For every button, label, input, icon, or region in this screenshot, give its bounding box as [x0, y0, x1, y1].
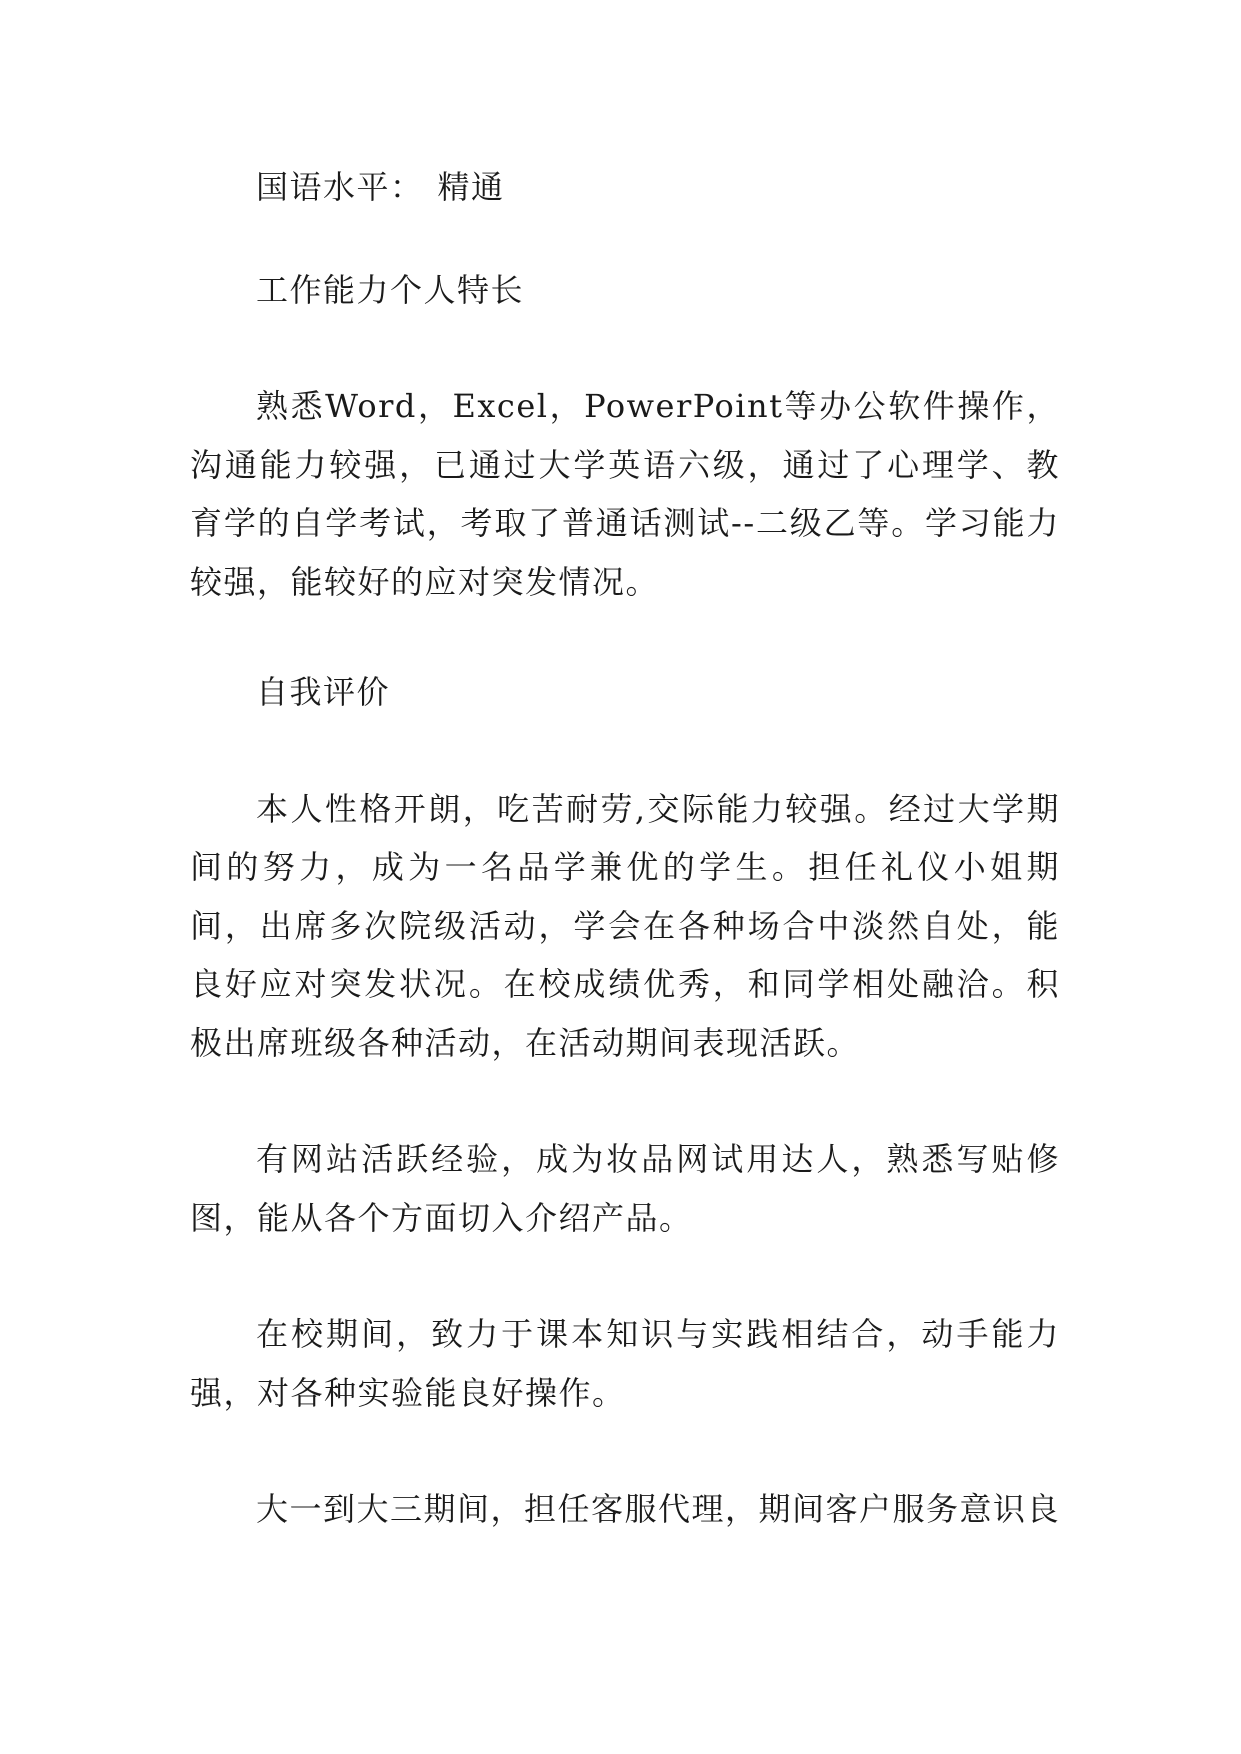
skills-paragraph: 熟悉Word，Excel，PowerPoint等办公软件操作，沟通能力较强，已通过大学英语六级，通过了心理学、教育学的自学考试，考取了普通话测试--二级乙等。学习能力较强，能较好的应对突发情况。	[190, 387, 1060, 601]
self-evaluation-paragraph: 大一到大三期间，担任客服代理，期间客户服务意识良	[256, 1490, 1061, 1528]
self-evaluation-paragraph: 本人性格开朗，吃苦耐劳,交际能力较强。经过大学期间的努力，成为一名品学兼优的学生。担任礼仪小姐期间，出席多次院级活动，学会在各种场合中淡然自处，能良好应对突发状况。在校成绩优秀，和同学相处融洽。积极出席班级各种活动，在活动期间表现活跃。	[190, 789, 1060, 1062]
document-body	[190, 158, 1060, 1539]
language-level-value: 精通	[437, 168, 505, 206]
self-evaluation-paragraph: 有网站活跃经验，成为妆品网试用达人，熟悉写贴修图，能从各个方面切入介绍产品。	[190, 1140, 1060, 1237]
skills-heading: 工作能力个人特长	[256, 270, 525, 309]
language-level-label: 国语水平：	[256, 168, 424, 206]
self-evaluation-heading: 自我评价	[256, 673, 391, 711]
language-level-line	[190, 158, 1060, 217]
self-evaluation-paragraph: 在校期间，致力于课本知识与实践相结合，动手能力强，对各种实验能良好操作。	[190, 1315, 1060, 1412]
